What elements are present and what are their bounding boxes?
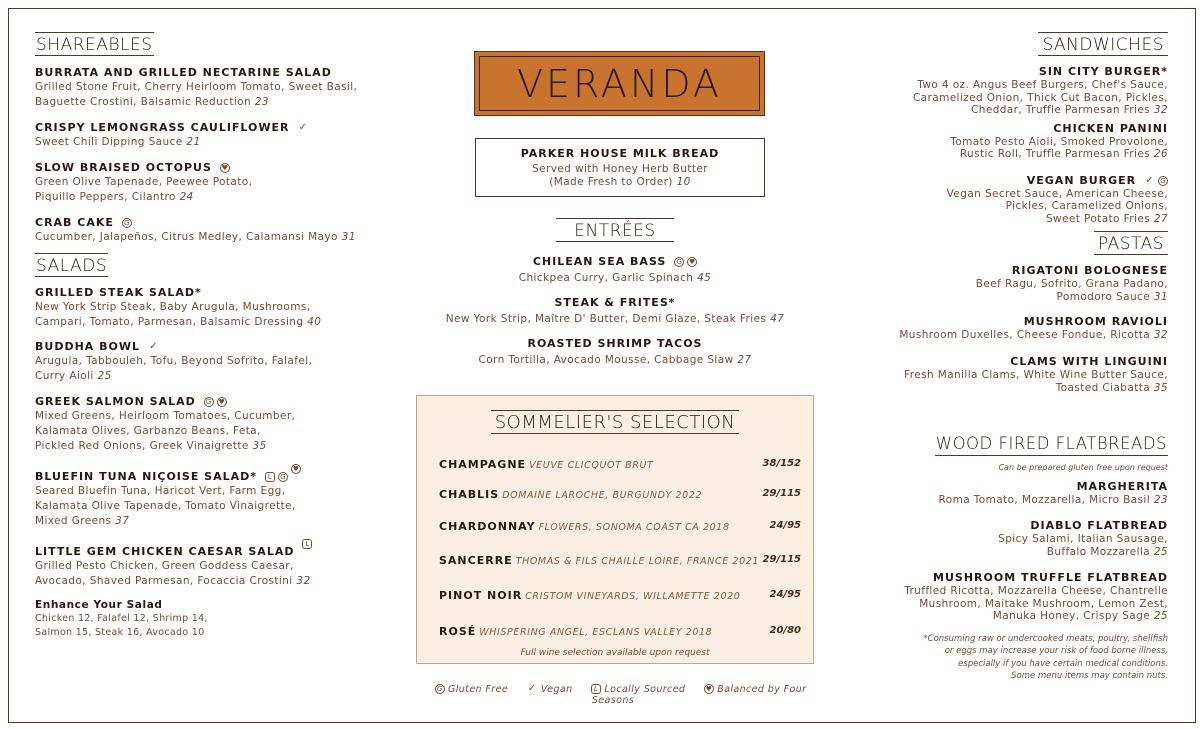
section-title-entrees: ENTRÉES xyxy=(556,218,673,242)
item-desc: Sweet Potato Fries xyxy=(1045,212,1151,225)
vegan-icon: ✓ xyxy=(298,122,308,133)
item-name: SLOW BRAISED OCTOPUS xyxy=(35,161,212,174)
legend xyxy=(416,684,816,706)
legend-locally-sourced: Locally Sourced xyxy=(604,684,686,695)
item-name: LITTLE GEM CHICKEN CAESAR SALAD xyxy=(35,545,295,558)
item-name: GREEK SALMON SALAD xyxy=(35,395,196,408)
bread-box xyxy=(475,138,765,197)
wine-row xyxy=(439,520,801,533)
menu-item xyxy=(35,160,380,205)
item-desc: Kalamata Olives, Garbanzo Beans, Feta, xyxy=(35,425,261,437)
item-price: 31 xyxy=(1153,291,1168,303)
sommelier-box xyxy=(416,395,814,664)
item-price: 21 xyxy=(186,136,201,148)
menu-item xyxy=(35,394,380,454)
item-name: BUDDHA BOWL xyxy=(35,340,141,353)
section-title-salads: SALADS xyxy=(35,253,108,277)
item-desc: Pomodoro Sauce xyxy=(1056,291,1151,303)
wine-name: ROSÉ xyxy=(439,625,477,638)
wine-desc: VEUVE CLICQUOT BRUT xyxy=(529,460,654,471)
item-price: 31 xyxy=(341,231,356,243)
item-price: 10 xyxy=(676,176,691,188)
item-desc: Campari, Tomato, Parmesan, Balsamic Dressing xyxy=(35,316,304,328)
vegan-icon: ✓ xyxy=(527,683,537,694)
item-desc: Buffalo Mozzarella xyxy=(1046,546,1151,558)
wine-note: Full wine selection available upon request xyxy=(520,648,710,658)
wine-row xyxy=(439,554,801,567)
item-desc: Mixed Greens, Heirloom Tomatoes, Cucumber, xyxy=(35,410,296,422)
wine-row xyxy=(439,488,801,501)
item-price: 25 xyxy=(1153,610,1168,622)
item-name: MARGHERITA xyxy=(1076,480,1168,493)
item-name: PARKER HOUSE MILK BREAD xyxy=(520,147,720,160)
item-name: GRILLED STEAK SALAD* xyxy=(35,286,202,299)
item-desc: Truffled Ricotta, Mozzarella Cheese, Chantrelle xyxy=(904,585,1168,597)
menu-item xyxy=(878,64,1168,117)
item-name: CHICKEN PANINI xyxy=(1053,121,1168,135)
menu-item xyxy=(35,285,380,330)
item-desc: Baguette Crostini, Balsamic Reduction xyxy=(35,96,252,108)
item-desc: Roma Tomato, Mozzarella, Micro Basil xyxy=(938,494,1151,506)
gluten-free-icon: G xyxy=(1158,176,1168,186)
disclaimer-line: especially if you have certain medical conditions. xyxy=(958,658,1168,669)
veranda-logo xyxy=(474,51,765,116)
wine-row xyxy=(439,589,801,602)
legend-gluten-free: Gluten Free xyxy=(447,684,509,695)
menu-item xyxy=(35,120,380,150)
item-name: MUSHROOM RAVIOLI xyxy=(1023,315,1168,328)
item-price: 32 xyxy=(1153,104,1168,116)
item-desc: Avocado, Shaved Parmesan, Focaccia Crostini xyxy=(35,575,293,587)
disclaimer xyxy=(888,633,1168,683)
item-price: 23 xyxy=(254,96,269,108)
right-column xyxy=(878,32,1168,395)
item-price: 47 xyxy=(770,313,785,325)
wine-name: CHARDONNAY xyxy=(439,520,536,533)
entrees-section xyxy=(430,218,800,368)
item-desc: Pickles, Caramelized Onions, xyxy=(1005,200,1168,212)
item-price: 27 xyxy=(1153,212,1168,225)
item-name: CHILEAN SEA BASS xyxy=(532,255,667,268)
gluten-free-icon: G xyxy=(204,397,214,407)
gluten-free-icon: G xyxy=(122,218,132,228)
wine-name: CHAMPAGNE xyxy=(439,458,527,471)
balanced-icon: ♥ xyxy=(218,398,225,406)
item-desc: Vegan Secret Sauce, American Cheese, xyxy=(946,187,1168,200)
item-price: 37 xyxy=(115,515,130,527)
item-name: BLUEFIN TUNA NIÇOISE SALAD* xyxy=(35,470,257,483)
wine-desc: DOMAINE LAROCHE, BURGUNDY 2022 xyxy=(502,490,703,501)
item-name: CLAMS WITH LINGUINI xyxy=(1010,355,1168,368)
wine-price: 20/80 xyxy=(769,625,801,636)
wine-price: 24/95 xyxy=(769,520,801,531)
locally-sourced-icon: L xyxy=(591,684,601,694)
menu-item xyxy=(888,479,1168,507)
item-desc: Fresh Manilla Clams, White Wine Butter Sauce, xyxy=(904,369,1168,381)
section-title-flatbreads: WOOD FIRED FLATBREADS xyxy=(935,434,1168,456)
item-desc: Tomato Pesto Aioli, Smoked Provolone, xyxy=(950,135,1168,148)
flatbreads-section xyxy=(888,434,1168,683)
item-price: 26 xyxy=(1153,148,1168,160)
enhance-options: Chicken 12, Falafel 12, Shrimp 14, xyxy=(35,613,208,624)
gluten-free-icon: G xyxy=(674,257,684,267)
section-title-sommelier: SOMMELIER'S SELECTION xyxy=(491,410,740,434)
item-desc: Mixed Greens xyxy=(35,515,112,527)
wine-price: 24/95 xyxy=(769,589,801,600)
menu-item xyxy=(35,464,380,529)
balanced-icon: ♥ xyxy=(221,164,228,172)
item-desc: Served with Honey Herb Butter xyxy=(532,163,708,175)
locally-sourced-icon: L xyxy=(302,539,312,549)
item-price: 24 xyxy=(179,191,194,203)
item-desc: Two 4 oz. Angus Beef Burgers, Chef's Sauce, xyxy=(917,79,1168,91)
item-price: 25 xyxy=(1153,546,1168,558)
item-desc: Toasted Ciabatta xyxy=(1055,382,1151,394)
vegan-icon: ✓ xyxy=(149,341,158,352)
menu-item xyxy=(878,354,1168,395)
locally-sourced-icon: L xyxy=(265,472,275,482)
item-desc: Beef Ragu, Sofrito, Grana Padano, xyxy=(975,278,1168,290)
wine-price: 38/152 xyxy=(762,458,801,469)
menu-item xyxy=(888,570,1168,623)
item-name: DIABLO FLATBREAD xyxy=(1030,519,1168,532)
menu-item xyxy=(878,121,1168,161)
item-desc: Rustic Roll, Truffle Parmesan Fries xyxy=(959,148,1151,160)
enhance-title: Enhance Your Salad xyxy=(35,599,163,611)
menu-item xyxy=(878,173,1168,226)
menu-item xyxy=(878,263,1168,304)
item-desc: Mushroom Duxelles, Cheese Fondue, Ricotta xyxy=(899,329,1151,341)
menu-item xyxy=(35,65,380,110)
item-desc: (Made Fresh to Order) xyxy=(549,176,673,188)
item-desc: Manuka Honey, Crispy Sage xyxy=(992,610,1151,622)
item-price: 25 xyxy=(97,370,112,382)
logo-text: VERANDA xyxy=(479,56,760,111)
item-price: 35 xyxy=(1153,382,1168,394)
menu-item xyxy=(878,314,1168,342)
balanced-icon: ♥ xyxy=(292,465,299,473)
item-desc: Grilled Pesto Chicken, Green Goddess Caesar, xyxy=(35,560,294,572)
wine-desc: CRISTOM VINEYARDS, WILLAMETTE 2020 xyxy=(525,591,741,602)
legend-vegan: Vegan xyxy=(540,684,573,695)
balanced-icon: ♥ xyxy=(705,685,712,693)
wine-desc: FLOWERS, SONOMA COAST CA 2018 xyxy=(538,522,730,533)
disclaimer-line: *Consuming raw or undercooked meats, poultry, shellfish xyxy=(923,633,1168,644)
menu-item xyxy=(430,254,800,286)
menu-item xyxy=(35,339,380,384)
section-title-pastas: PASTAS xyxy=(1094,231,1168,255)
wine-row xyxy=(439,458,801,471)
vegan-icon: ✓ xyxy=(1145,174,1154,186)
menu-item xyxy=(888,518,1168,559)
wine-price: 29/115 xyxy=(762,554,801,565)
wine-desc: THOMAS & FILS CHAILLE LOIRE, FRANCE 2021 xyxy=(515,556,760,567)
item-desc: Kalamata Olive Tapenade, Tomato Vinaigrette, xyxy=(35,500,296,512)
item-name: CRAB CAKE xyxy=(35,216,114,229)
item-name: ROASTED SHRIMP TACOS xyxy=(527,337,703,350)
wine-name: PINOT NOIR xyxy=(439,589,523,602)
menu-item xyxy=(430,295,800,327)
item-desc: Spicy Salami, Italian Sausage, xyxy=(998,533,1168,545)
item-name: SIN CITY BURGER* xyxy=(1038,65,1168,78)
item-desc: Green Olive Tapenade, Peewee Potato, xyxy=(35,176,253,188)
menu-item xyxy=(35,215,380,245)
item-price: 40 xyxy=(307,316,322,328)
wine-desc: WHISPERING ANGEL, ESCLANS VALLEY 2018 xyxy=(479,627,713,638)
item-desc: Curry Aioli xyxy=(35,370,94,382)
item-desc: Cucumber, Jalapeños, Citrus Medley, Calamansi Mayo xyxy=(35,231,338,243)
disclaimer-line: Some menu items may contain nuts. xyxy=(1011,671,1168,681)
item-desc: New York Strip Steak, Baby Arugula, Mushrooms, xyxy=(35,301,311,313)
gluten-free-note: Can be prepared gluten free upon request xyxy=(998,463,1168,472)
item-desc: New York Strip, Maître D' Butter, Demi Glaze, Steak Fries xyxy=(445,313,767,325)
wine-name: SANCERRE xyxy=(439,554,513,567)
menu-item xyxy=(35,539,380,589)
item-name: CRISPY LEMONGRASS CAULIFLOWER xyxy=(35,121,290,134)
section-title-shareables: SHAREABLES xyxy=(35,32,154,56)
item-price: 32 xyxy=(1153,329,1168,341)
item-name: MUSHROOM TRUFFLE FLATBREAD xyxy=(933,571,1168,584)
item-name: STEAK & FRITES* xyxy=(554,296,676,309)
item-desc: Arugula, Tabbouleh, Tofu, Beyond Sofrito, Falafel, xyxy=(35,355,313,367)
wine-row xyxy=(439,625,801,638)
wine-price: 29/115 xyxy=(762,488,801,499)
item-desc: Caramelized Onion, Thick Cut Bacon, Pickles, xyxy=(912,91,1168,104)
menu-item xyxy=(430,336,800,368)
item-desc: Corn Tortilla, Avocado Mousse, Cabbage Slaw xyxy=(478,354,734,366)
item-desc: Pickled Red Onions, Greek Vinaigrette xyxy=(35,440,249,452)
item-desc: Seared Bluefin Tuna, Haricot Vert, Farm Egg, xyxy=(35,485,286,497)
item-desc: Grilled Stone Fruit, Cherry Heirloom Tomato, Sweet Basil, xyxy=(35,81,358,93)
item-price: 23 xyxy=(1153,494,1168,506)
item-price: 35 xyxy=(252,440,267,452)
wine-name: CHABLIS xyxy=(439,488,500,501)
enhance-options: Salmon 15, Steak 16, Avocado 10 xyxy=(35,626,205,638)
item-name: VEGAN BURGER xyxy=(1026,173,1137,187)
item-desc: Mushroom, Maitake Mushroom, Lemon Zest, xyxy=(919,597,1168,610)
legend-balanced: Balanced by Four Seasons xyxy=(591,684,807,706)
item-desc: Sweet Chili Dipping Sauce xyxy=(35,136,183,148)
gluten-free-icon: G xyxy=(435,684,445,694)
balanced-icon: ♥ xyxy=(689,258,696,266)
left-column xyxy=(35,32,380,639)
section-title-sandwiches: SANDWICHES xyxy=(1038,32,1168,56)
item-price: 32 xyxy=(296,575,311,587)
item-desc: Piquillo Peppers, Cilantro xyxy=(35,191,176,203)
item-name: BURRATA AND GRILLED NECTARINE SALAD xyxy=(35,66,332,79)
item-price: 45 xyxy=(697,272,712,284)
disclaimer-line: or eggs may increase your risk of food borne illness, xyxy=(944,646,1168,656)
item-desc: Cheddar, Truffle Parmesan Fries xyxy=(971,104,1151,116)
item-desc: Chickpea Curry, Garlic Spinach xyxy=(518,272,694,284)
gluten-free-icon: G xyxy=(278,472,288,482)
item-price: 27 xyxy=(737,354,752,366)
item-name: RIGATONI BOLOGNESE xyxy=(1011,264,1168,277)
